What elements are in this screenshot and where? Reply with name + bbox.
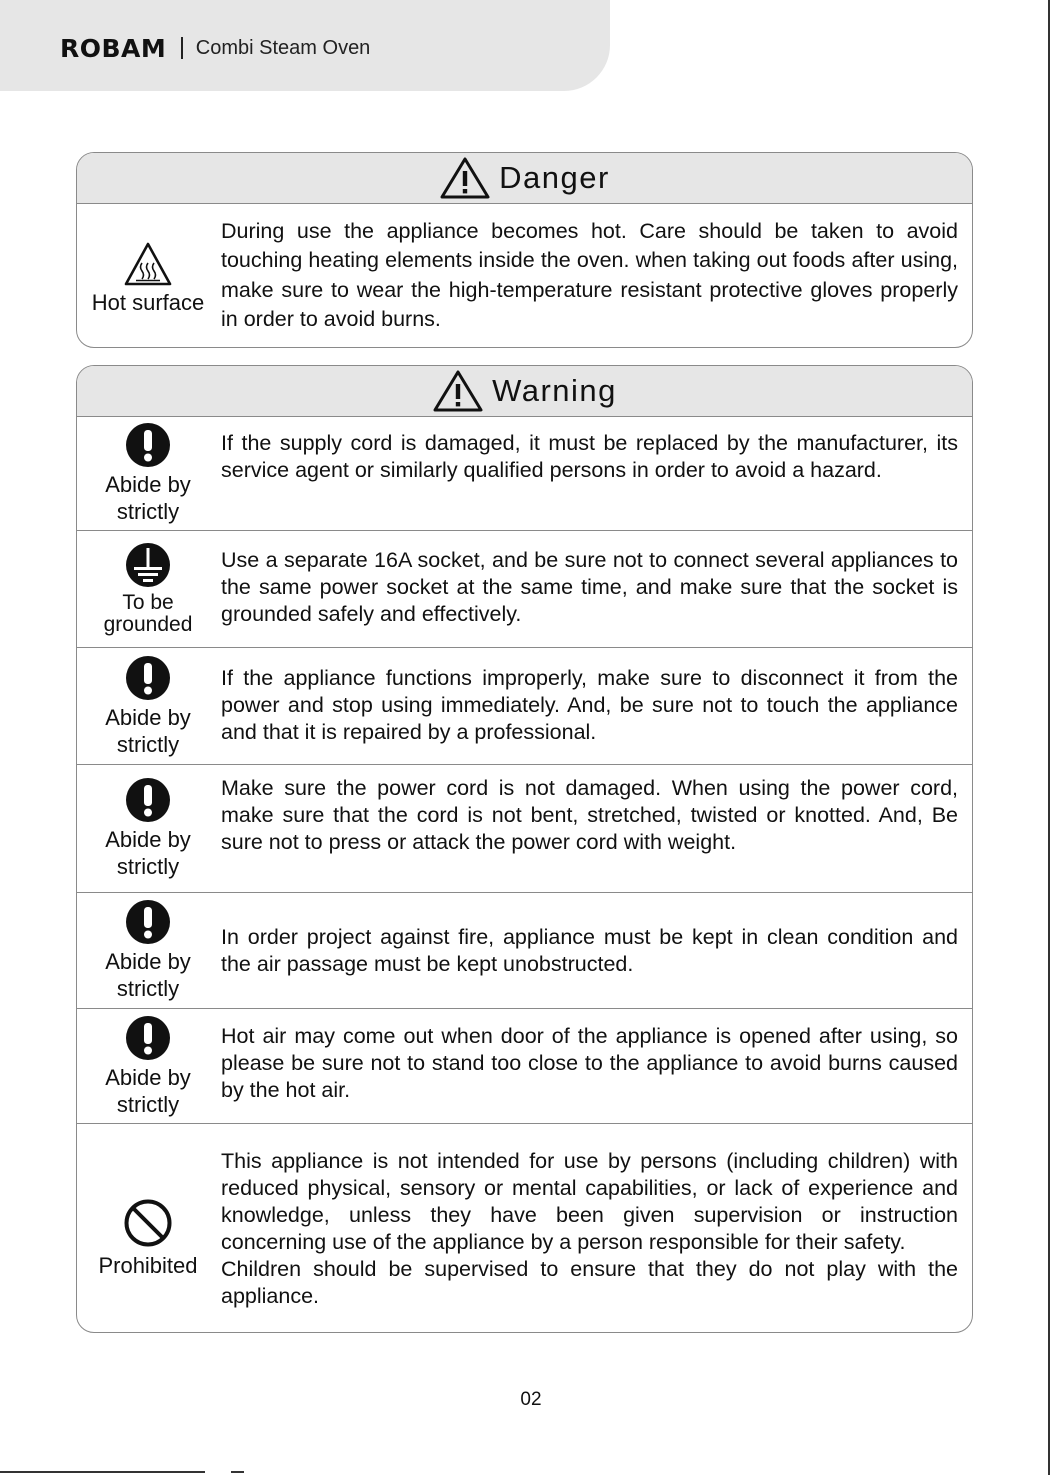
warning-row	[77, 764, 972, 892]
icon-cell	[77, 531, 219, 647]
icon-cell	[77, 1124, 219, 1333]
mandatory-exclamation-icon	[125, 899, 171, 945]
icon-label: Prohibited	[98, 1253, 198, 1278]
warning-title: Warning	[492, 373, 617, 408]
warning-text: If the supply cord is damaged, it must be replaced by the manufacturer, its service agent or similarly qualified persons in order to avoid a hazard.	[221, 431, 958, 482]
warning-triangle-icon	[439, 156, 491, 200]
icon-label-line2: strictly	[116, 854, 180, 879]
text-cell	[219, 893, 972, 1008]
brand-divider	[181, 37, 183, 59]
warning-triangle-icon	[432, 369, 484, 413]
mandatory-exclamation-icon	[125, 655, 171, 701]
mandatory-exclamation-icon	[125, 1015, 171, 1061]
warning-text: If the appliance functions improperly, make sure to disconnect it from the power and stop using immediately. And, be sure not to touch the appliance and that it is repaired by a professional.	[221, 666, 958, 744]
prohibited-icon	[123, 1198, 173, 1248]
icon-label-line2: strictly	[116, 731, 180, 757]
icon-label-line1: Abide by	[105, 472, 191, 497]
warning-row	[77, 417, 972, 530]
text-cell	[219, 1009, 972, 1123]
text-cell	[219, 204, 972, 347]
warning-row	[77, 1123, 972, 1333]
icon-label-line2: strictly	[116, 1091, 180, 1117]
brand-logo: ROBAM	[60, 33, 167, 63]
brand-header	[60, 30, 370, 66]
warning-header	[77, 366, 972, 417]
danger-box	[76, 152, 973, 348]
text-cell	[219, 531, 972, 647]
icon-cell	[77, 204, 219, 347]
icon-cell	[77, 765, 219, 892]
warning-row	[77, 892, 972, 1008]
footer-rule	[0, 1471, 205, 1473]
warning-row	[77, 647, 972, 764]
text-cell	[219, 1124, 972, 1333]
danger-header	[77, 153, 972, 204]
icon-label-line1: Abide by	[105, 827, 191, 852]
icon-label-line2: grounded	[103, 613, 193, 636]
icon-label-line2: strictly	[116, 976, 180, 1001]
icon-label-line1: Abide by	[105, 704, 191, 730]
icon-label-line2: strictly	[116, 499, 180, 524]
mandatory-exclamation-icon	[125, 422, 171, 468]
warning-row	[77, 1008, 972, 1123]
warning-text: Use a separate 16A socket, and be sure not to connect several appliances to the same power socket at the same time, and make sure that the socket is grounded safely and effectively.	[221, 548, 958, 626]
warning-text: Make sure the power cord is not damaged. When using the power cord, make sure that the cord is not bent, stretched, twisted or knotted. And, Be sure not to press or attack the power cord with weight.	[221, 776, 958, 854]
footer-dash	[231, 1471, 244, 1473]
warning-text: This appliance is not intended for use by persons (including children) with reduced physical, sensory or mental capabilities, or lack of experience and knowledge, unless they have been given supervision or instruction concerning use of the appliance by a person responsible for their safety.	[221, 1148, 958, 1254]
icon-cell	[77, 417, 219, 530]
icon-cell	[77, 893, 219, 1008]
icon-label: Hot surface	[91, 290, 205, 315]
text-cell	[219, 417, 972, 530]
icon-label-line1: To be	[122, 591, 174, 614]
icon-cell	[77, 1009, 219, 1123]
text-cell	[219, 648, 972, 764]
warning-text-continued: Children should be supervised to ensure that they do not play with the appliance.	[221, 1256, 958, 1308]
icon-cell	[77, 648, 219, 764]
danger-text: During use the appliance becomes hot. Care should be taken to avoid touching heating elements inside the oven. when taking out foods after using, make sure to wear the high-temperature resistant protective gloves properly in order to avoid burns.	[221, 218, 958, 331]
icon-label-line1: Abide by	[105, 1064, 191, 1090]
icon-label-line1: Abide by	[105, 949, 191, 974]
hot-surface-icon	[123, 241, 173, 287]
warning-row	[77, 530, 972, 647]
danger-row	[77, 204, 972, 347]
danger-title: Danger	[499, 160, 610, 195]
warning-text: In order project against fire, appliance must be kept in clean condition and the air passage must be kept unobstructed.	[221, 924, 958, 976]
product-name: Combi Steam Oven	[195, 36, 371, 59]
warning-text: Hot air may come out when door of the appliance is opened after using, so please be sure not to stand too close to the appliance to avoid burns caused by the hot air.	[221, 1024, 958, 1102]
mandatory-exclamation-icon	[125, 777, 171, 823]
page-number: 02	[520, 1389, 542, 1410]
warning-box	[76, 365, 973, 1333]
text-cell	[219, 765, 972, 892]
ground-icon	[125, 542, 171, 588]
